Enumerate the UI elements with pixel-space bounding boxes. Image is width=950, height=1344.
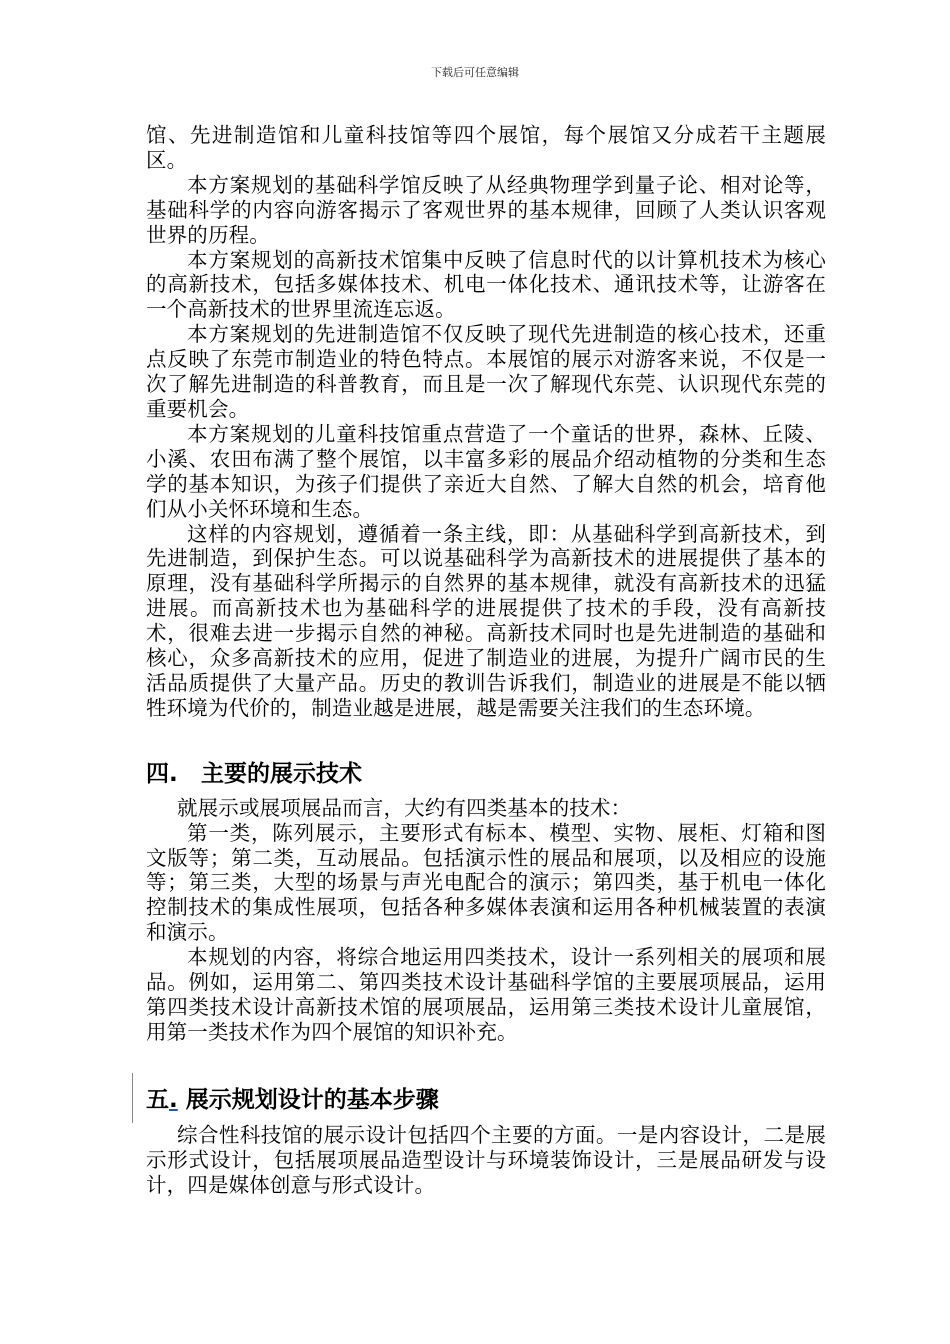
paragraph-techniques-intro: 就展示或展项展品而言，大约有四类基本的技术： [177,795,632,820]
paragraph-four-technique-types: 第一类，陈列展示，主要形式有标本、模型、实物、展柜、灯箱和图文版等；第二类，互动展品。包括演示性的展品和展项，以及相应的设施等；第三类，大型的场景与声光电配合的演示；第四类，基于机电一体化控制技术的集成性展项，包括各种多媒体表演和运用各种机械装置的表演和演示。 [146,820,826,945]
paragraph-basic-science-hall: 本方案规划的基础科学馆反映了从经典物理学到量子论、相对论等，基础科学的内容向游客揭示了客观世界的基本规律，回顾了人类认识客观世界的历程。 [146,172,826,247]
paragraph-content-mainline: 这样的内容规划，遵循着一条主线，即：从基础科学到高新技术，到先进制造，到保护生态。可以说基础科学为高新技术的进展提供了基本的原理，没有基础科学所揭示的自然界的基本规律，就没有高新技术的迅猛进展。而高新技术也为基础科学的进展提供了技术的手段，没有高新技术，很难去进一步揭示自然的神秘。高新技术同时也是先进制造的基础和核心，众多高新技术的应用，促进了制造业的进展，为提升广阔市民的生活品质提供了大量产品。历史的教训告诉我们，制造业的进展是不能以牺牲环境为代价的，制造业越是进展，越是需要关注我们的生态环境。 [146,521,826,720]
paragraph-design-aspects: 综合性科技馆的展示设计包括四个主要的方面。一是内容设计，二是展示形式设计，包括展项展品造型设计与环境装饰设计，三是展品研发与设计，四是媒体创意与形式设计。 [146,1122,826,1197]
section-number: 四. [146,760,178,787]
section-number-dot: . [169,1086,178,1113]
paragraph-high-tech-hall: 本方案规划的高新技术馆集中反映了信息时代的以计算机技术为核心的高新技术，包括多媒体技术、机电一体化技术、通讯技术等，让游客在一个高新技术的世界里流连忘返。 [146,247,826,322]
paragraph-children-science-hall: 本方案规划的儿童科技馆重点营造了一个童话的世界，森林、丘陵、小溪、农田布满了整个展馆，以丰富多彩的展品介绍动植物的分类和生态学的基本知识，为孩子们提供了亲近大自然、了解大自然的机会，培育他们从小关怀环境和生态。 [146,421,826,521]
section-title: 主要的展示技术 [201,760,362,787]
revision-bar [132,1073,133,1123]
section-heading-design-steps [146,1085,826,1115]
section-title: 展示规划设计的基本步骤 [185,1086,439,1113]
paragraph-technique-application: 本规划的内容，将综合地运用四类技术，设计一系列相关的展项和展品。例如，运用第二、第四类技术设计基础科学馆的主要展项展品，运用第四类技术设计高新技术馆的展项展品，运用第三类技术设计儿童展馆，用第一类技术作为四个展馆的知识补充。 [146,945,826,1044]
section-number: 五 [146,1086,169,1113]
section-heading-display-techniques [146,759,826,789]
paragraph-continuation: 馆、先进制造馆和儿童科技馆等四个展馆，每个展馆又分成若干主题展区。 [146,123,826,172]
paragraph-advanced-manufacturing-hall: 本方案规划的先进制造馆不仅反映了现代先进制造的核心技术，还重点反映了东莞市制造业的特色特点。本展馆的展示对游客来说，不仅是一次了解先进制造的科普教育，而且是一次了解现代东莞、认识现代东莞的重要机会。 [146,322,826,421]
document-body [146,123,826,1198]
page-header-note: 下载后可任意编辑 [431,66,519,79]
